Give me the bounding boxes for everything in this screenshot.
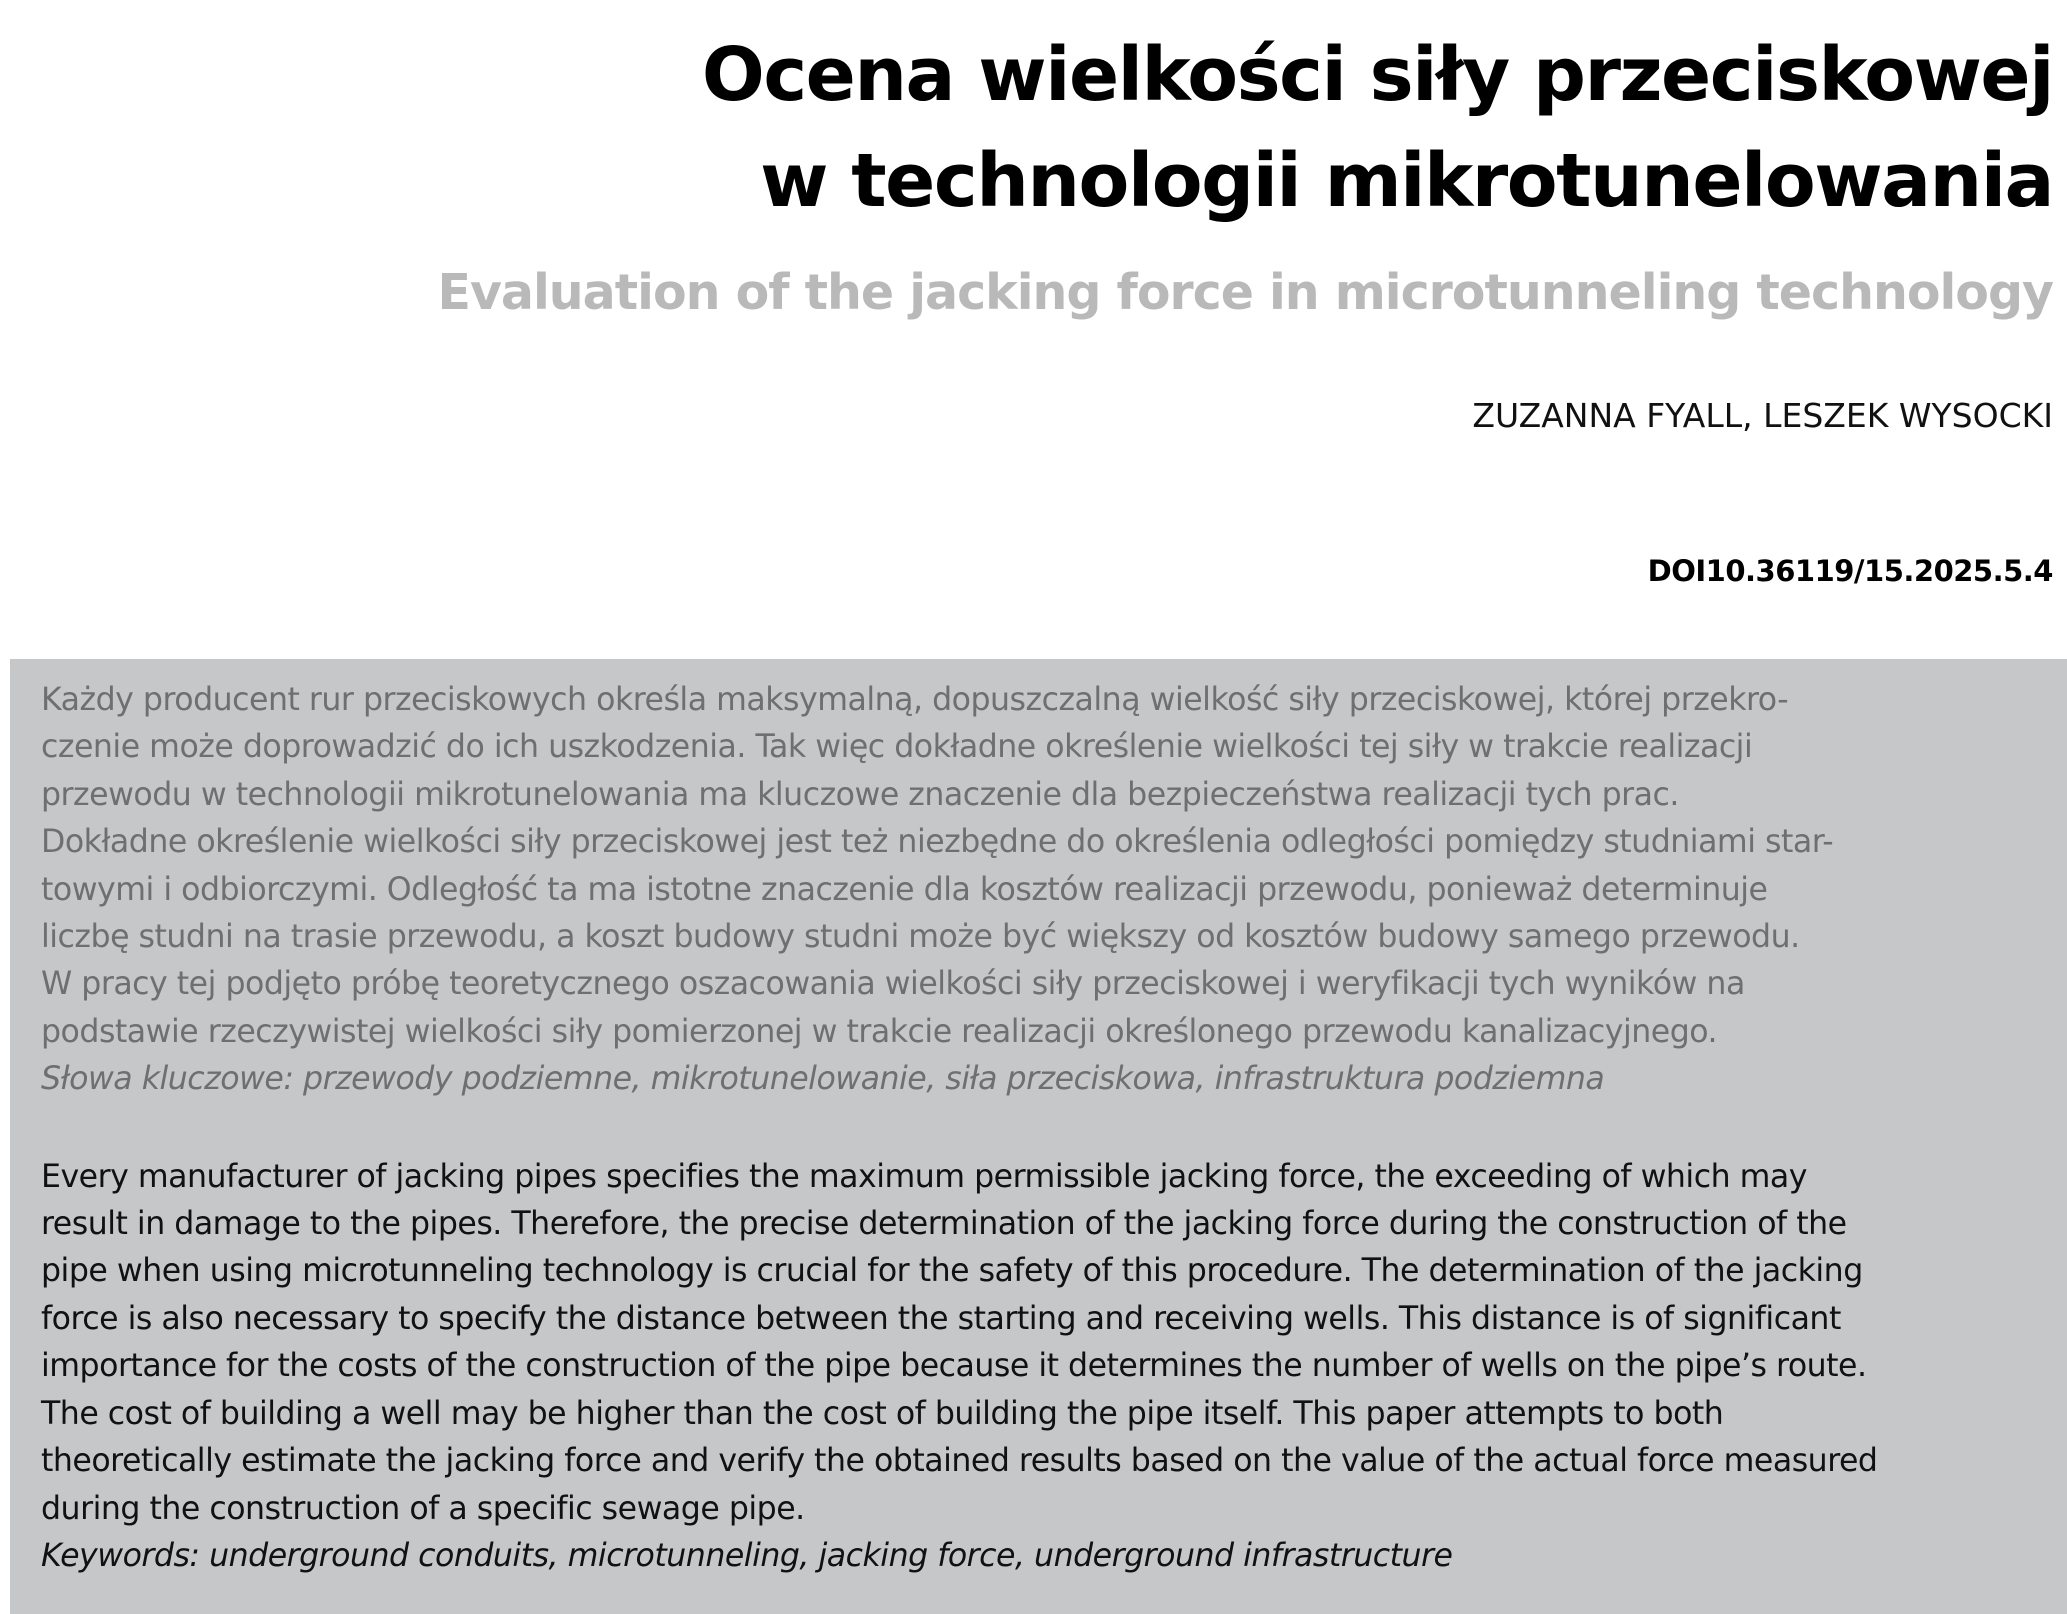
- keywords-english: Keywords: underground conduits, microtunneling, jacking force, underground infrastructure: [41, 1537, 1453, 1574]
- abstract-english-line: importance for the costs of the construction of the pipe because it determines the number of wells on the pipe’s route.: [41, 1348, 1867, 1385]
- article-subtitle: Evaluation of the jacking force in microtunneling technology: [437, 264, 2053, 321]
- abstract-english-line: Every manufacturer of jacking pipes specifies the maximum permissible jacking force, the exceeding of which may: [41, 1158, 1807, 1195]
- abstract-english-line: pipe when using microtunneling technology is crucial for the safety of this procedure. The determination of the jacking: [41, 1253, 1863, 1290]
- abstract-english-line: result in damage to the pipes. Therefore, the precise determination of the jacking force during the construction of the: [41, 1206, 1847, 1243]
- abstract-english-line: The cost of building a well may be higher than the cost of building the pipe itself. This paper attempts to both: [41, 1395, 1724, 1432]
- article-title: [13, 22, 2053, 234]
- abstract-polish-line: czenie może doprowadzić do ich uszkodzenia. Tak więc dokładne określenie wielkości tej siły w trakcie realizacji: [41, 729, 1753, 766]
- abstract-polish-line: podstawie rzeczywistej wielkości siły pomierzonej w trakcie realizacji określonego przewodu kanalizacyjnego.: [41, 1013, 1718, 1050]
- article-title-line-1: Ocena wielkości siły przeciskowej: [701, 32, 2053, 118]
- article-authors: ZUZANNA FYALL, LESZEK WYSOCKI: [1472, 396, 2053, 435]
- article-doi: DOI10.36119/15.2025.5.4: [1647, 554, 2053, 588]
- article-title-line-2: w technologii mikrotunelowania: [760, 138, 2053, 224]
- abstract-polish-line: Każdy producent rur przeciskowych określa maksymalną, dopuszczalną wielkość siły przeciskowej, której przekro-: [41, 682, 1789, 718]
- abstract-polish-line: W pracy tej podjęto próbę teoretycznego oszacowania wielkości siły przeciskowej i weryfikacji tych wyników na: [41, 966, 1745, 1003]
- abstract-english-line: force is also necessary to specify the distance between the starting and receiving wells. This distance is of significant: [41, 1300, 1841, 1337]
- abstract-polish-line: Dokładne określenie wielkości siły przeciskowej jest też niezbędne do określenia odległości pomiędzy studniami star-: [41, 824, 1834, 861]
- abstract-panel: [10, 659, 2067, 1614]
- abstract-polish-line: liczbę studni na trasie przewodu, a koszt budowy studni może być większy od kosztów budowy samego przewodu.: [41, 919, 1800, 956]
- abstract-polish-line: przewodu w technologii mikrotunelowania ma kluczowe znaczenie dla bezpieczeństwa realizacji tych prac.: [41, 776, 1679, 813]
- abstract-polish-line: towymi i odbiorczymi. Odległość ta ma istotne znaczenie dla kosztów realizacji przewodu, ponieważ determinuje: [41, 871, 1768, 908]
- keywords-polish: Słowa kluczowe: przewody podziemne, mikrotunelowanie, siła przeciskowa, infrastruktura podziemna: [41, 1061, 1605, 1098]
- abstract-polish: [41, 677, 2037, 1104]
- abstract-english: [41, 1154, 2037, 1581]
- abstract-english-line: during the construction of a specific sewage pipe.: [41, 1490, 805, 1527]
- abstract-english-line: theoretically estimate the jacking force and verify the obtained results based on the value of the actual force measured: [41, 1443, 1878, 1480]
